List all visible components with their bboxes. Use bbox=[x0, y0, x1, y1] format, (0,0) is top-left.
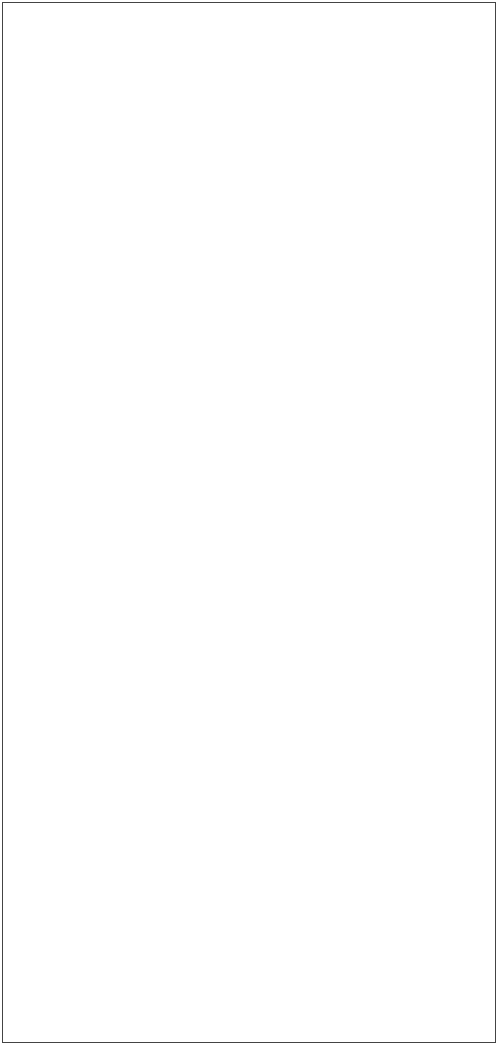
page-border bbox=[2, 2, 496, 1043]
